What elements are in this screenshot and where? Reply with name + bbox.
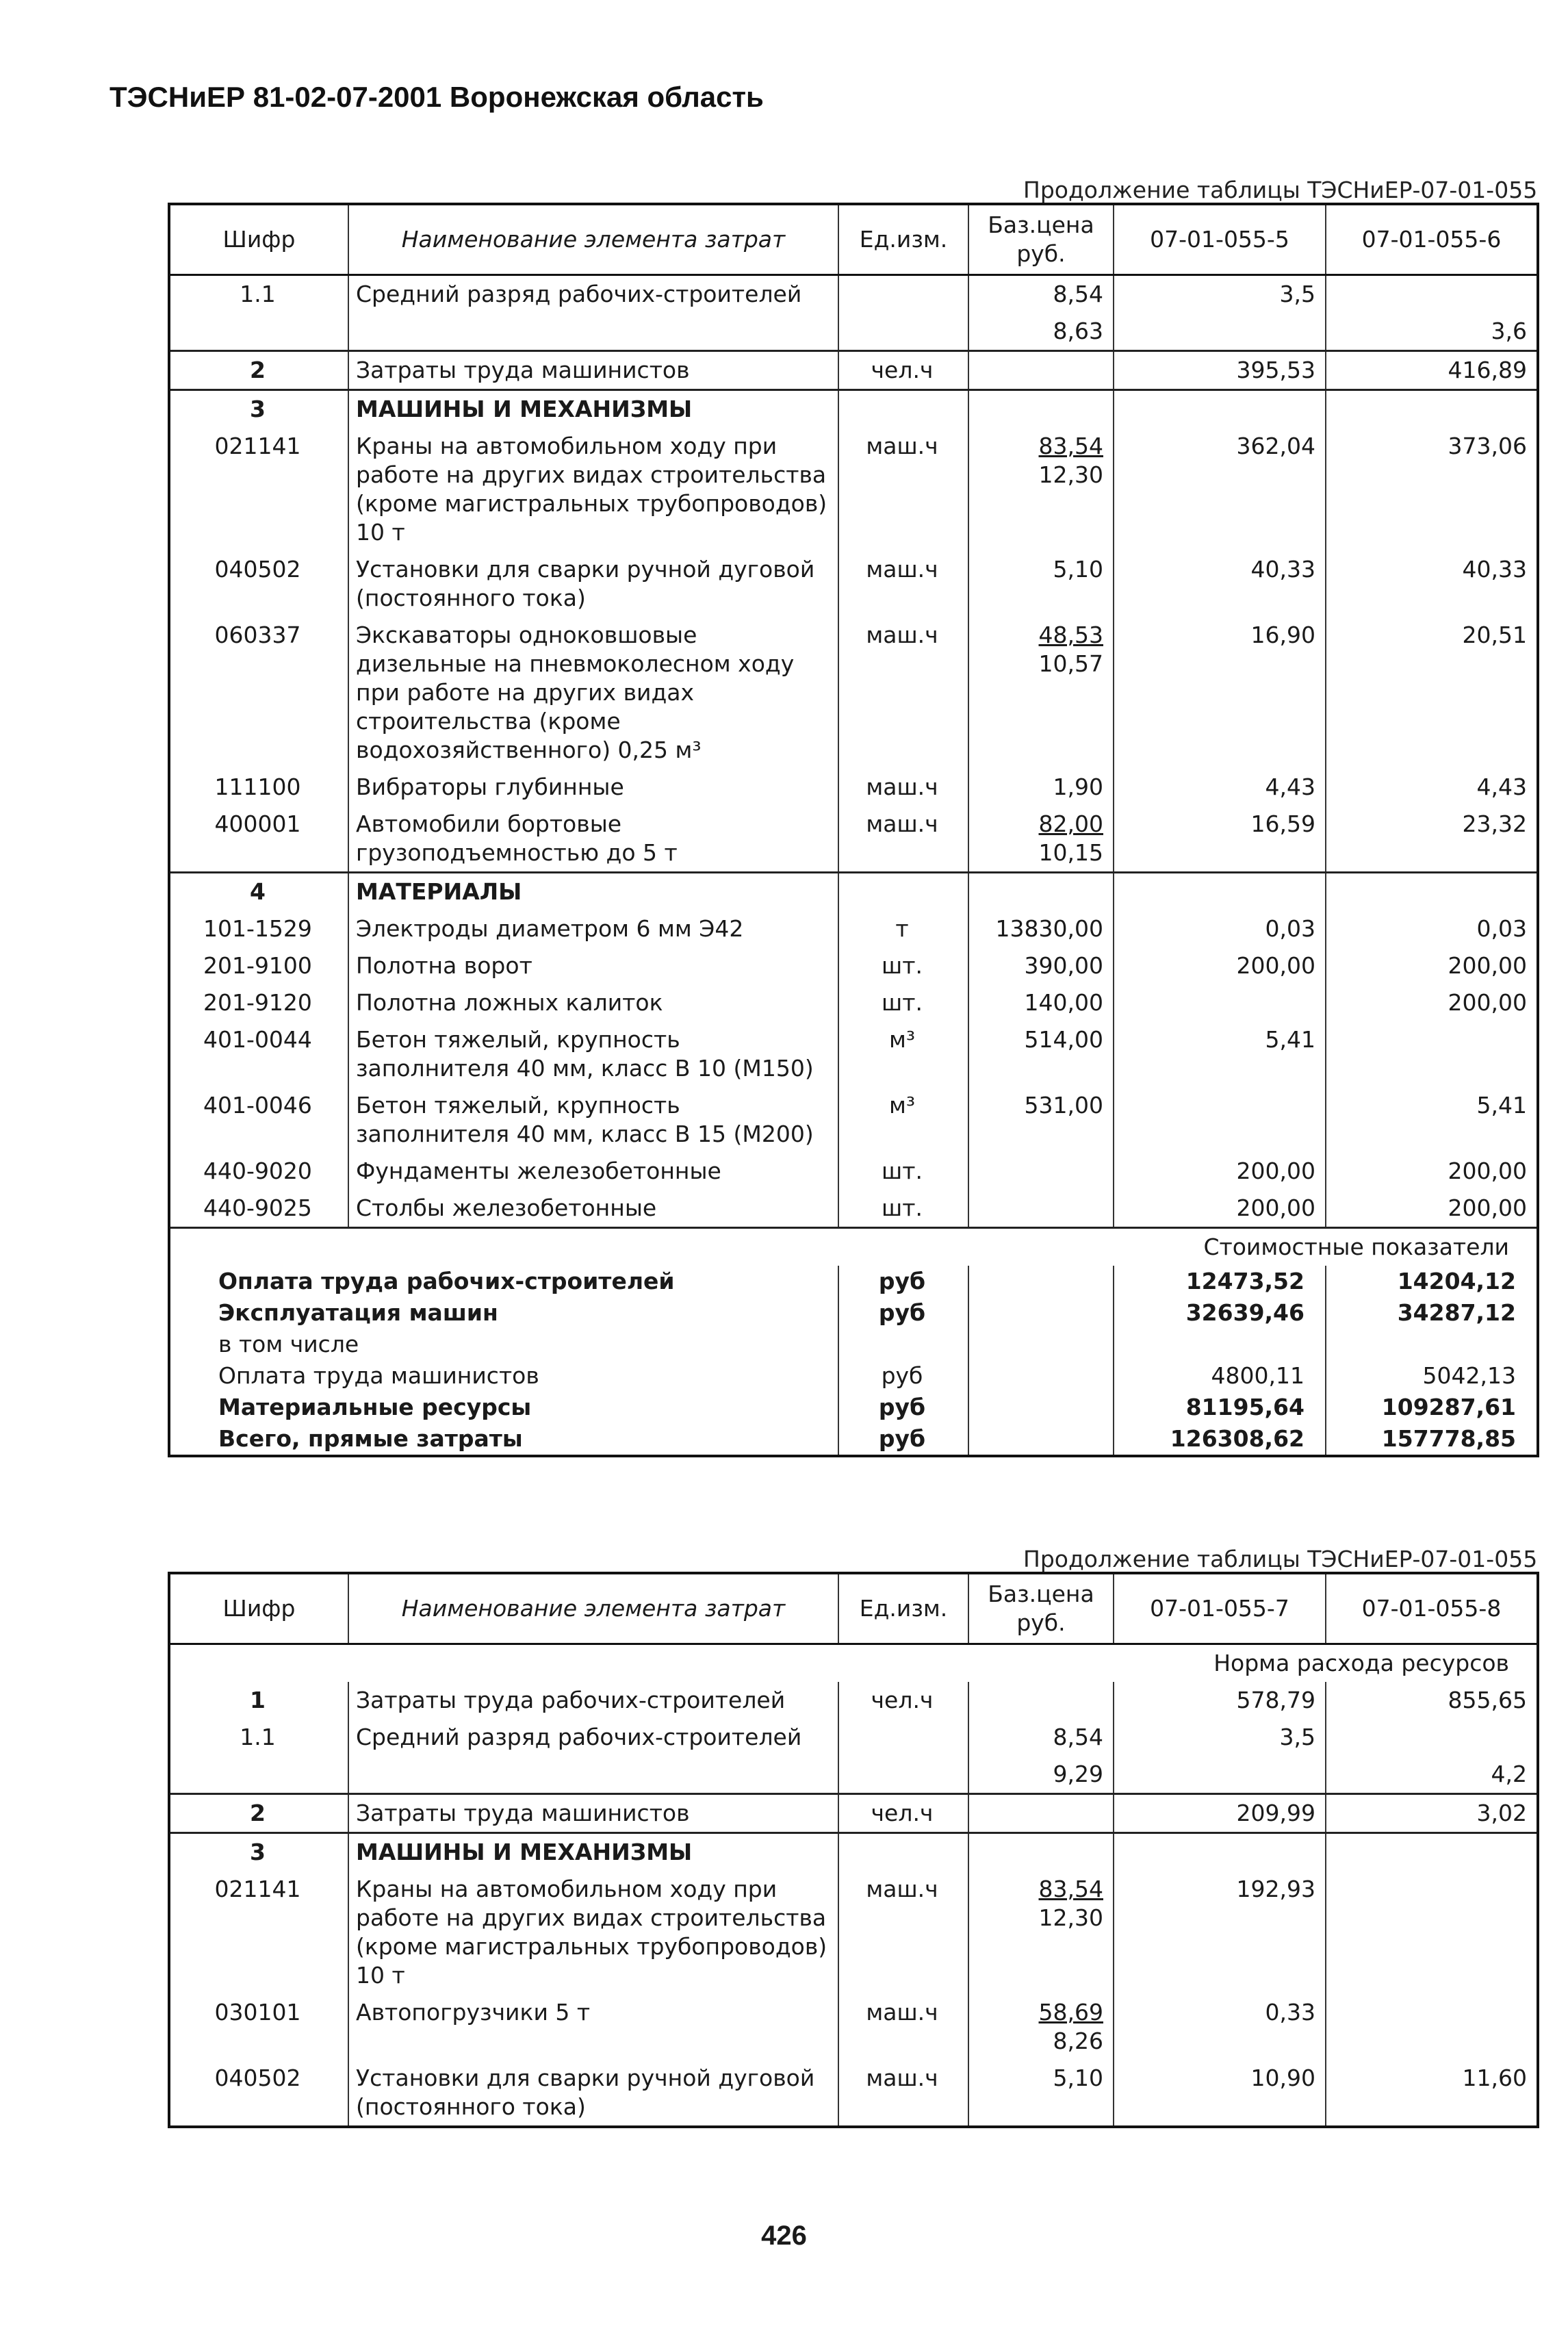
cell-code: 2 <box>169 351 348 390</box>
cell-code: 111100 <box>169 769 348 806</box>
table-row <box>169 910 1538 947</box>
summary-value-1: 126308,62 <box>1114 1423 1326 1456</box>
table-band-row <box>169 1228 1538 1266</box>
resource-table-2 <box>168 1572 1539 2128</box>
cell-norm-1 <box>1114 390 1326 429</box>
cell-name: Экскаваторы одноковшовые дизельные на пневмоколесном ходу при работе на других видах строительства (кроме водохозяйственного) 0,25 м³ <box>348 617 838 769</box>
cell-base-price <box>968 806 1114 873</box>
cell-code: 201-9100 <box>169 947 348 984</box>
cell-base-price: 140,00 <box>968 984 1114 1021</box>
base-price-wage: 10,15 <box>1038 839 1103 866</box>
cell-norm-2: 23,32 <box>1326 806 1538 873</box>
cell-code: 1.1 <box>169 275 348 314</box>
cell-norm-2 <box>1326 390 1538 429</box>
cell-norm-2: 3,02 <box>1326 1794 1538 1833</box>
cell-name: МАТЕРИАЛЫ <box>348 873 838 911</box>
base-price-wage: 8,26 <box>1053 2028 1103 2054</box>
cell-code: 401-0044 <box>169 1021 348 1087</box>
summary-label: Материальные ресурсы <box>169 1392 838 1423</box>
summary-price-empty <box>968 1392 1114 1423</box>
cell-unit: м³ <box>838 1021 968 1087</box>
column-code-header: Шифр <box>169 1573 348 1644</box>
cell-norm-2: 200,00 <box>1326 984 1538 1021</box>
table-row <box>169 1794 1538 1833</box>
cell-name: Краны на автомобильном ходу при работе на других видах строительства (кроме магистральных трубопроводов) 10 т <box>348 1871 838 1994</box>
summary-unit: руб <box>838 1297 968 1329</box>
cell-unit: маш.ч <box>838 1871 968 1994</box>
cell-norm-2 <box>1326 1871 1538 1994</box>
cell-norm-1: 395,53 <box>1114 351 1326 390</box>
cell-norm-1: 40,33 <box>1114 551 1326 617</box>
table-row <box>169 428 1538 551</box>
cell-name: Затраты труда машинистов <box>348 1794 838 1833</box>
cell-base-price <box>968 1190 1114 1228</box>
summary-value-2: 157778,85 <box>1326 1423 1538 1456</box>
cell-norm-1 <box>1114 984 1326 1021</box>
cell-code: 440-9020 <box>169 1153 348 1190</box>
cell-unit: шт. <box>838 947 968 984</box>
cell-base-price <box>968 1794 1114 1833</box>
summary-unit: руб <box>838 1360 968 1392</box>
summary-price-empty <box>968 1266 1114 1297</box>
summary-label: Эксплуатация машин <box>169 1297 838 1329</box>
column-name-header: Наименование элемента затрат <box>348 1573 838 1644</box>
cell-unit: маш.ч <box>838 1994 968 2060</box>
column-name-header: Наименование элемента затрат <box>348 204 838 275</box>
cell-norm-2: 200,00 <box>1326 1190 1538 1228</box>
cell-name: Вибраторы глубинные <box>348 769 838 806</box>
cell-base-price: 8,54 <box>968 275 1114 314</box>
cell-base-price <box>968 873 1114 911</box>
summary-unit: руб <box>838 1392 968 1423</box>
cell-unit: маш.ч <box>838 806 968 873</box>
cell-unit: м³ <box>838 1087 968 1153</box>
summary-label: Всего, прямые затраты <box>169 1423 838 1456</box>
cell-norm-1: 0,33 <box>1114 1994 1326 2060</box>
cell-unit: маш.ч <box>838 551 968 617</box>
summary-unit: руб <box>838 1266 968 1297</box>
table-row <box>169 1682 1538 1719</box>
cell-base-price: 13830,00 <box>968 910 1114 947</box>
summary-value-2 <box>1326 1329 1538 1360</box>
base-price-total: 58,69 <box>1038 1999 1103 2026</box>
cell-base-price: 5,10 <box>968 551 1114 617</box>
cell-base-price: 531,00 <box>968 1087 1114 1153</box>
column-unit-header: Ед.изм. <box>838 1573 968 1644</box>
cell-unit: шт. <box>838 1153 968 1190</box>
summary-row <box>169 1392 1538 1423</box>
cell-norm-1: 3,5 <box>1114 275 1326 314</box>
cell-unit: маш.ч <box>838 428 968 551</box>
cell-code <box>169 1756 348 1794</box>
summary-row <box>169 1360 1538 1392</box>
cell-unit <box>838 1719 968 1756</box>
table-row <box>169 984 1538 1021</box>
page-header: ТЭСНиЕР 81-02-07-2001 Воронежская область <box>110 81 764 113</box>
cell-code: 2 <box>169 1794 348 1833</box>
base-price-wage: 10,57 <box>1038 650 1103 677</box>
cell-norm-1: 200,00 <box>1114 947 1326 984</box>
table-row <box>169 617 1538 769</box>
cell-unit: шт. <box>838 984 968 1021</box>
cell-code: 4 <box>169 873 348 911</box>
table-row <box>169 1021 1538 1087</box>
cell-name: Затраты труда рабочих-строителей <box>348 1682 838 1719</box>
cell-base-price <box>968 1871 1114 1994</box>
cell-code: 040502 <box>169 551 348 617</box>
cell-name: Электроды диаметром 6 мм Э42 <box>348 910 838 947</box>
summary-value-2: 34287,12 <box>1326 1297 1538 1329</box>
column-base-price-header: Баз.цена руб. <box>968 204 1114 275</box>
cell-code: 1.1 <box>169 1719 348 1756</box>
cell-norm-2: 11,60 <box>1326 2060 1538 2127</box>
cell-name: МАШИНЫ И МЕХАНИЗМЫ <box>348 1833 838 1872</box>
table-row <box>169 769 1538 806</box>
cell-unit: чел.ч <box>838 1794 968 1833</box>
cell-name: Установки для сварки ручной дуговой (постоянного тока) <box>348 551 838 617</box>
cell-base-price <box>968 1153 1114 1190</box>
cell-norm-2: 855,65 <box>1326 1682 1538 1719</box>
cell-norm-2: 4,43 <box>1326 769 1538 806</box>
cell-code: 440-9025 <box>169 1190 348 1228</box>
cell-base-price <box>968 351 1114 390</box>
cell-name: Установки для сварки ручной дуговой (постоянного тока) <box>348 2060 838 2127</box>
cell-norm-1: 0,03 <box>1114 910 1326 947</box>
table-row <box>169 1719 1538 1756</box>
cell-name: Автомобили бортовые грузоподъемностью до 5 т <box>348 806 838 873</box>
cell-norm-2: 200,00 <box>1326 947 1538 984</box>
cell-norm-1: 3,5 <box>1114 1719 1326 1756</box>
cell-norm-1: 578,79 <box>1114 1682 1326 1719</box>
cell-unit <box>838 1756 968 1794</box>
table-row <box>169 551 1538 617</box>
summary-value-2: 14204,12 <box>1326 1266 1538 1297</box>
band-label: Стоимостные показатели <box>169 1228 1538 1266</box>
cell-code: 400001 <box>169 806 348 873</box>
cell-norm-2 <box>1326 873 1538 911</box>
page-number: 426 <box>761 2221 807 2251</box>
cell-code: 3 <box>169 390 348 429</box>
cell-base-price: 390,00 <box>968 947 1114 984</box>
cell-norm-1 <box>1114 873 1326 911</box>
cell-name <box>348 313 838 351</box>
cell-norm-2 <box>1326 1719 1538 1756</box>
cell-name: Бетон тяжелый, крупность заполнителя 40 мм, класс В 15 (М200) <box>348 1087 838 1153</box>
table-row <box>169 2060 1538 2127</box>
column-norm-1-header: 07-01-055-7 <box>1114 1573 1326 1644</box>
cell-norm-2 <box>1326 1994 1538 2060</box>
cell-base-price <box>968 1833 1114 1872</box>
table-row <box>169 1756 1538 1794</box>
cell-norm-1 <box>1114 313 1326 351</box>
cell-norm-1: 362,04 <box>1114 428 1326 551</box>
cell-base-price <box>968 1682 1114 1719</box>
cell-base-price <box>968 390 1114 429</box>
cell-norm-2 <box>1326 1021 1538 1087</box>
summary-row <box>169 1266 1538 1297</box>
base-price-wage: 12,30 <box>1038 461 1103 488</box>
cell-code: 021141 <box>169 1871 348 1994</box>
cell-name: Средний разряд рабочих-строителей <box>348 1719 838 1756</box>
table-row <box>169 390 1538 429</box>
cell-code: 201-9120 <box>169 984 348 1021</box>
cell-base-price: 8,54 <box>968 1719 1114 1756</box>
cell-code: 1 <box>169 1682 348 1719</box>
cell-base-price: 1,90 <box>968 769 1114 806</box>
cell-norm-1: 200,00 <box>1114 1190 1326 1228</box>
table1-caption: Продолжение таблицы ТЭСНиЕР-07-01-055 <box>1023 177 1538 203</box>
cell-norm-2: 200,00 <box>1326 1153 1538 1190</box>
cell-unit <box>838 873 968 911</box>
cell-code <box>169 313 348 351</box>
cell-code: 030101 <box>169 1994 348 2060</box>
base-price-total: 83,54 <box>1038 433 1103 459</box>
cell-name <box>348 1756 838 1794</box>
cell-name: Фундаменты железобетонные <box>348 1153 838 1190</box>
table-row <box>169 313 1538 351</box>
cell-norm-2 <box>1326 275 1538 314</box>
table-row <box>169 806 1538 873</box>
cell-base-price <box>968 428 1114 551</box>
cell-name: Средний разряд рабочих-строителей <box>348 275 838 314</box>
cell-name: МАШИНЫ И МЕХАНИЗМЫ <box>348 390 838 429</box>
table-row <box>169 1153 1538 1190</box>
summary-unit: руб <box>838 1423 968 1456</box>
cell-base-price: 9,29 <box>968 1756 1114 1794</box>
summary-row <box>169 1329 1538 1360</box>
cell-unit: чел.ч <box>838 1682 968 1719</box>
cell-norm-2: 5,41 <box>1326 1087 1538 1153</box>
cell-unit <box>838 390 968 429</box>
table-row <box>169 1833 1538 1872</box>
cell-code: 101-1529 <box>169 910 348 947</box>
cell-norm-1: 10,90 <box>1114 2060 1326 2127</box>
base-price-wage: 12,30 <box>1038 1904 1103 1931</box>
cell-name: Полотна ворот <box>348 947 838 984</box>
cell-code: 021141 <box>169 428 348 551</box>
band-label: Норма расхода ресурсов <box>169 1644 1538 1683</box>
summary-value-1 <box>1114 1329 1326 1360</box>
cell-base-price <box>968 1994 1114 2060</box>
table-row <box>169 1190 1538 1228</box>
cell-unit: маш.ч <box>838 2060 968 2127</box>
table-row <box>169 275 1538 314</box>
table-row <box>169 947 1538 984</box>
cell-name: Столбы железобетонные <box>348 1190 838 1228</box>
cell-base-price: 514,00 <box>968 1021 1114 1087</box>
summary-value-1: 4800,11 <box>1114 1360 1326 1392</box>
cell-base-price: 5,10 <box>968 2060 1114 2127</box>
cell-norm-1: 16,90 <box>1114 617 1326 769</box>
cell-norm-1: 16,59 <box>1114 806 1326 873</box>
column-norm-1-header: 07-01-055-5 <box>1114 204 1326 275</box>
summary-value-1: 81195,64 <box>1114 1392 1326 1423</box>
summary-value-2: 5042,13 <box>1326 1360 1538 1392</box>
summary-value-1: 32639,46 <box>1114 1297 1326 1329</box>
cell-name: Полотна ложных калиток <box>348 984 838 1021</box>
table-row <box>169 1087 1538 1153</box>
summary-row <box>169 1423 1538 1456</box>
cell-norm-2: 0,03 <box>1326 910 1538 947</box>
table-row <box>169 1871 1538 1994</box>
cell-norm-2: 373,06 <box>1326 428 1538 551</box>
column-unit-header: Ед.изм. <box>838 204 968 275</box>
cell-norm-1: 192,93 <box>1114 1871 1326 1994</box>
cell-unit: маш.ч <box>838 617 968 769</box>
table-band-row <box>169 1644 1538 1683</box>
cell-base-price <box>968 617 1114 769</box>
summary-price-empty <box>968 1360 1114 1392</box>
summary-price-empty <box>968 1329 1114 1360</box>
cell-unit <box>838 1833 968 1872</box>
table-row <box>169 351 1538 390</box>
cell-norm-1 <box>1114 1087 1326 1153</box>
cell-code: 060337 <box>169 617 348 769</box>
base-price-total: 82,00 <box>1038 810 1103 837</box>
cell-unit <box>838 313 968 351</box>
summary-value-1: 12473,52 <box>1114 1266 1326 1297</box>
cell-name: Автопогрузчики 5 т <box>348 1994 838 2060</box>
table-row <box>169 873 1538 911</box>
cell-norm-1 <box>1114 1756 1326 1794</box>
cell-norm-2: 40,33 <box>1326 551 1538 617</box>
column-norm-2-header: 07-01-055-8 <box>1326 1573 1538 1644</box>
cell-norm-2: 416,89 <box>1326 351 1538 390</box>
cell-name: Бетон тяжелый, крупность заполнителя 40 мм, класс В 10 (М150) <box>348 1021 838 1087</box>
summary-value-2: 109287,61 <box>1326 1392 1538 1423</box>
cell-name: Краны на автомобильном ходу при работе на других видах строительства (кроме магистральных трубопроводов) 10 т <box>348 428 838 551</box>
cell-unit: чел.ч <box>838 351 968 390</box>
column-code-header: Шифр <box>169 204 348 275</box>
cell-unit: т <box>838 910 968 947</box>
column-base-price-header: Баз.цена руб. <box>968 1573 1114 1644</box>
table-header-row <box>169 204 1538 275</box>
cell-unit: шт. <box>838 1190 968 1228</box>
cell-norm-2: 4,2 <box>1326 1756 1538 1794</box>
cell-unit: маш.ч <box>838 769 968 806</box>
summary-price-empty <box>968 1423 1114 1456</box>
cell-norm-1: 4,43 <box>1114 769 1326 806</box>
resource-table-1 <box>168 203 1539 1457</box>
summary-label: Оплата труда рабочих-строителей <box>169 1266 838 1297</box>
base-price-total: 83,54 <box>1038 1876 1103 1902</box>
cell-code: 040502 <box>169 2060 348 2127</box>
table-row <box>169 1994 1538 2060</box>
cell-norm-1: 5,41 <box>1114 1021 1326 1087</box>
base-price-total: 48,53 <box>1038 622 1103 648</box>
summary-label: в том числе <box>169 1329 838 1360</box>
cell-code: 401-0046 <box>169 1087 348 1153</box>
summary-price-empty <box>968 1297 1114 1329</box>
cell-norm-1: 209,99 <box>1114 1794 1326 1833</box>
cell-norm-2 <box>1326 1833 1538 1872</box>
summary-row <box>169 1297 1538 1329</box>
cell-base-price: 8,63 <box>968 313 1114 351</box>
cell-norm-1 <box>1114 1833 1326 1872</box>
cell-norm-1: 200,00 <box>1114 1153 1326 1190</box>
column-norm-2-header: 07-01-055-6 <box>1326 204 1538 275</box>
cell-code: 3 <box>169 1833 348 1872</box>
table2-caption: Продолжение таблицы ТЭСНиЕР-07-01-055 <box>1023 1546 1538 1572</box>
summary-unit <box>838 1329 968 1360</box>
cell-norm-2: 20,51 <box>1326 617 1538 769</box>
table-header-row <box>169 1573 1538 1644</box>
cell-name: Затраты труда машинистов <box>348 351 838 390</box>
summary-label: Оплата труда машинистов <box>169 1360 838 1392</box>
cell-norm-2: 3,6 <box>1326 313 1538 351</box>
cell-unit <box>838 275 968 314</box>
